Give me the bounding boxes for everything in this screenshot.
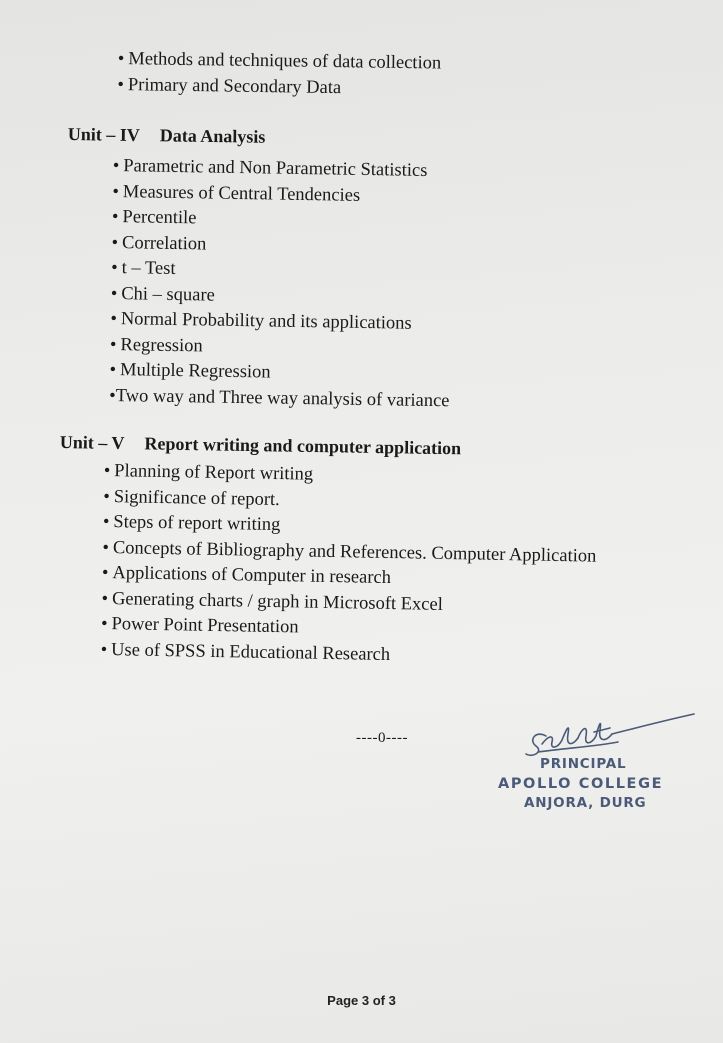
page-of-label: of <box>369 993 389 1008</box>
list-item-text: Multiple Regression <box>119 360 271 383</box>
unit-number: Unit – IV <box>67 124 141 146</box>
list-item-text: Percentile <box>122 207 197 229</box>
list-item-text: t – Test <box>121 258 176 279</box>
stamp-institution: APOLLO COLLEGE <box>498 776 664 792</box>
bullet-icon: • <box>117 74 125 95</box>
bullet-icon: • <box>101 588 109 609</box>
list-item-text: Power Point Presentation <box>111 614 299 638</box>
unit-iv-bullet-list <box>109 154 453 414</box>
list-item-text: Measures of Central Tendencies <box>122 181 361 206</box>
list-item-text: Correlation <box>121 232 207 254</box>
bullet-icon: • <box>112 181 120 202</box>
list-item-text: Methods and techniques of data collection <box>128 49 442 74</box>
stamp-title: PRINCIPAL <box>540 756 627 772</box>
bullet-icon: • <box>103 460 111 482</box>
unit-number: Unit – V <box>59 432 125 454</box>
unit-title: Data Analysis <box>159 125 266 147</box>
unit-iv-heading <box>68 124 266 148</box>
bullet-icon: • <box>101 562 109 584</box>
bullet-icon: • <box>111 257 118 279</box>
principal-stamp <box>498 706 708 816</box>
page-label: Page <box>327 993 362 1008</box>
unit-v-heading <box>60 432 462 459</box>
list-item-text: Primary and Secondary Data <box>127 74 342 98</box>
list-item-text: Normal Probability and its applications <box>120 309 412 334</box>
list-item <box>117 72 441 102</box>
bullet-icon: • <box>100 613 108 635</box>
list-item-text: Two way and Three way analysis of variance <box>115 385 450 411</box>
bullet-icon: • <box>117 48 125 70</box>
list-item-text: Steps of report writing <box>113 512 281 536</box>
bullet-icon: • <box>109 385 116 406</box>
bullet-icon: • <box>111 232 119 253</box>
list-item-text: Planning of Report writing <box>114 461 314 485</box>
bullet-icon: • <box>103 486 111 507</box>
bullet-icon: • <box>112 155 120 177</box>
bullet-icon: • <box>111 206 119 228</box>
bullet-icon: • <box>110 283 118 304</box>
list-item-text: Use of SPSS in Educational Research <box>110 639 391 665</box>
intro-bullet-list <box>117 47 441 103</box>
list-item-text: Regression <box>120 334 203 356</box>
list-item-text: Parametric and Non Parametric Statistics <box>123 156 428 181</box>
bullet-icon: • <box>100 639 108 660</box>
end-of-document-mark: ----0---- <box>356 730 408 746</box>
bullet-icon: • <box>109 359 117 381</box>
bullet-icon: • <box>110 308 118 330</box>
current-page-number: 3 <box>361 993 370 1008</box>
stamp-location: ANJORA, DURG <box>524 795 647 811</box>
list-item-text: Chi – square <box>121 283 215 306</box>
signature-icon <box>498 706 708 762</box>
list-item-text: Generating charts / graph in Microsoft Excel <box>111 588 444 615</box>
list-item <box>118 47 442 77</box>
bullet-icon: • <box>102 537 110 558</box>
list-item-text: Applications of Computer in research <box>112 563 392 589</box>
bullet-icon: • <box>102 511 110 533</box>
list-item-text: Concepts of Bibliography and References. Computer Application <box>112 537 597 567</box>
list-item <box>109 383 450 414</box>
bullet-icon: • <box>109 334 117 355</box>
unit-v-bullet-list <box>100 459 597 672</box>
unit-title: Report writing and computer application <box>144 433 462 459</box>
list-item-text: Significance of report. <box>113 486 280 510</box>
page-number-footer <box>0 993 723 1008</box>
total-page-count: 3 <box>388 993 396 1008</box>
